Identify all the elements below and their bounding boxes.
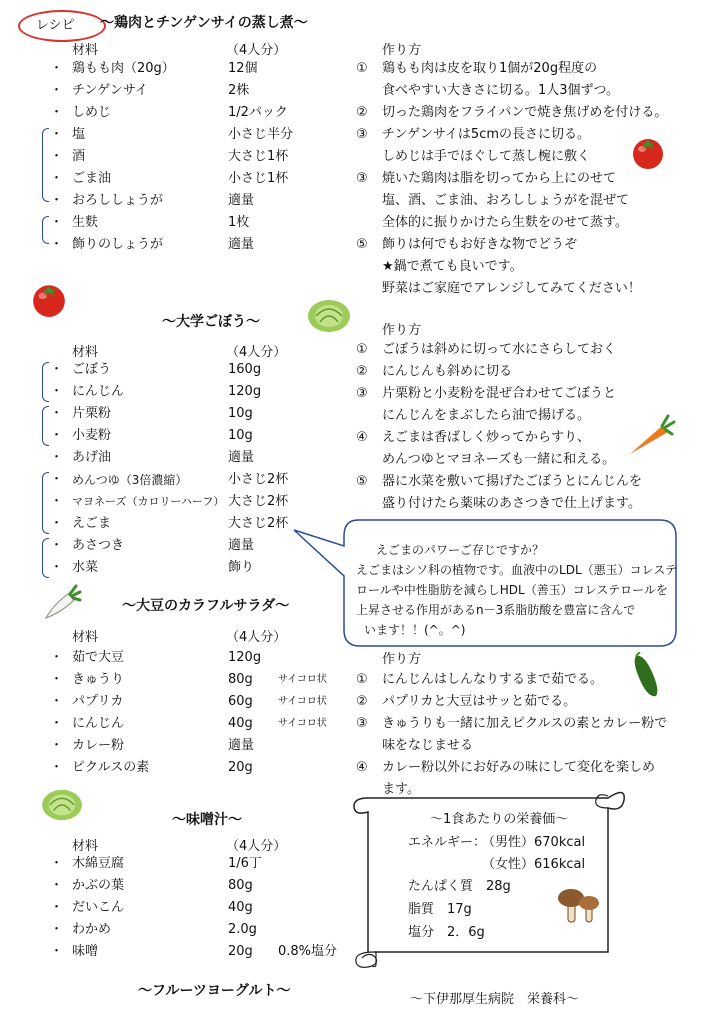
footer-credit: ～下伊那厚生病院 栄養科～ [410, 992, 580, 1007]
recipe3-title: ～大豆のカラフルサラダ～ [122, 598, 290, 614]
salt: 塩分 2．6g [408, 925, 485, 940]
energy-label: エネルギー： [408, 835, 487, 850]
callout-line: えごまはシソ科の植物です。血液中のLDL（悪玉）コレステ [356, 563, 678, 577]
recipe1-steps-heading: 作り方 [382, 43, 422, 58]
recipe3-steps-heading: 作り方 [382, 652, 422, 667]
callout-line: います！！(^。^) [364, 623, 466, 637]
callout-line: ロールや中性脂肪を減らしHDL（善玉）コレステロールを [356, 583, 668, 597]
group-brace [42, 538, 49, 578]
recipe1-materials-heading: 材料 [72, 43, 99, 58]
energy-female: （女性）616kcal [482, 857, 586, 872]
group-brace [42, 406, 49, 446]
protein: たんぱく質 28g [408, 879, 511, 894]
group-brace [42, 472, 49, 534]
recipe1-title: ～鶏肉とチンゲンサイの蒸し煮～ [100, 15, 308, 31]
recipe2-serving: （4人分） [226, 345, 287, 360]
carrot-icon [622, 412, 676, 460]
recipe2-title: ～大学ごぼう～ [162, 314, 260, 330]
recipe3-materials-heading: 材料 [72, 630, 99, 645]
cucumber-icon [630, 652, 664, 700]
recipe5-title: ～フルーツヨーグルト～ [138, 983, 291, 999]
callout-line: 上昇させる作用があるn－3系脂肪酸を豊富に含んで [356, 603, 636, 617]
cabbage-icon [306, 296, 352, 334]
tomato-icon [630, 134, 666, 170]
energy-male: （男性）670kcal [482, 835, 586, 850]
group-brace [42, 128, 49, 202]
group-brace [42, 362, 49, 402]
recipe3-serving: （4人分） [226, 630, 287, 645]
recipe1-serving: （4人分） [226, 43, 287, 58]
recipe4-serving: （4人分） [226, 839, 287, 854]
fat: 脂質 17g [408, 902, 472, 917]
recipe2-materials-heading: 材料 [72, 345, 99, 360]
recipe2-steps-heading: 作り方 [382, 323, 422, 338]
daikon-icon [42, 584, 82, 622]
tomato-icon [30, 280, 68, 318]
recipe4-title: ～味噌汁～ [172, 812, 242, 828]
recipe-badge-label: レシピ [36, 18, 75, 33]
callout-line: えごまのパワーご存じですか？ [376, 543, 545, 557]
recipe4-materials-heading: 材料 [72, 839, 99, 854]
cabbage-icon [40, 786, 84, 822]
group-brace [42, 216, 49, 244]
nutrition-title: ～1食あたりの栄養価～ [430, 812, 569, 827]
mushroom-icon [556, 884, 604, 926]
